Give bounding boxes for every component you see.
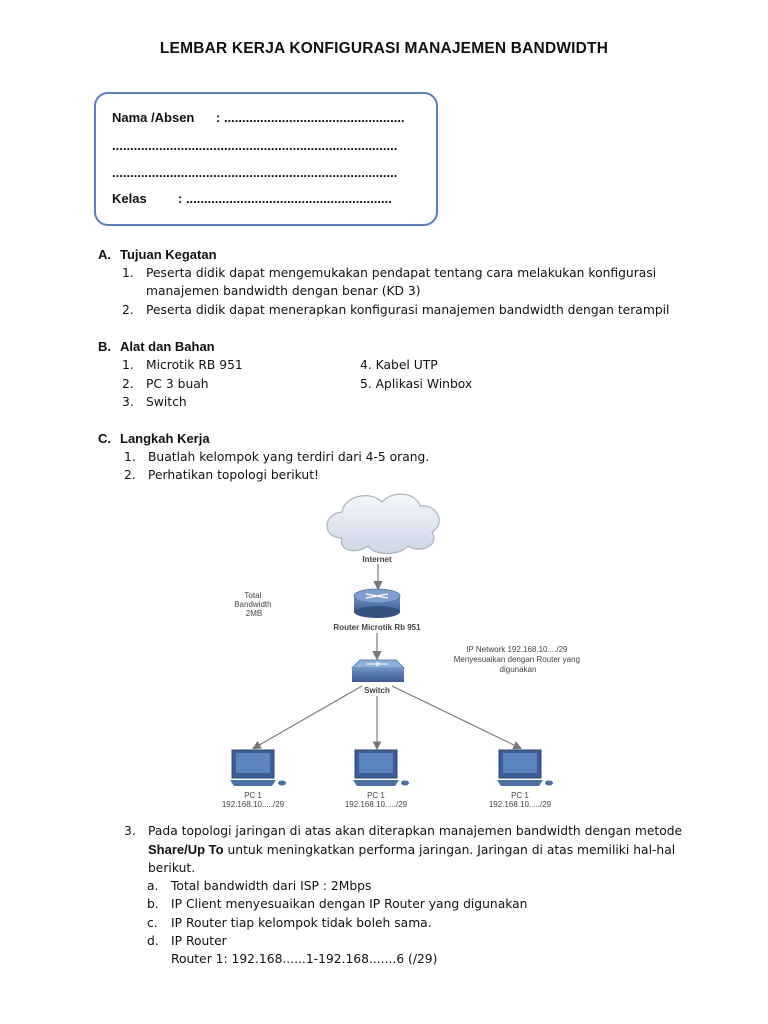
pc-3-name: PC 1 <box>511 791 529 800</box>
section-c-heading: C. Langkah Kerja <box>98 431 210 446</box>
step-3-line-3: berikut. <box>148 861 196 875</box>
nama-value: : .................................................. <box>216 110 405 125</box>
network-label: IP Network 192.168.10..../29 Menyesuaikan dengan Router yang digunakan <box>453 645 581 674</box>
list-item: 4. Kabel UTP <box>360 358 438 372</box>
router-ip-range: Router 1: 192.168......1-192.168.......6 (/29) <box>171 952 438 966</box>
pc-3-icon <box>497 750 553 786</box>
list-item: 5. Aplikasi Winbox <box>360 377 473 391</box>
dots-line-2: ............................................................................... <box>112 165 398 180</box>
step-2: 2. Perhatikan topologi berikut! <box>124 468 319 482</box>
section-a-heading <box>98 247 217 262</box>
router-label: Router Microtik Rb 951 <box>333 623 421 632</box>
step-3-line-2: Share/Up To untuk meningkatkan performa jaringan. Jaringan di atas memiliki hal-hal <box>148 842 676 857</box>
list-item: 2. PC 3 buah <box>122 377 209 391</box>
sub-item: c. IP Router tiap kelompok tidak boleh sama. <box>147 916 432 930</box>
pc-2-icon <box>353 750 409 786</box>
pc-2-name: PC 1 <box>367 791 385 800</box>
list-item: 1. Peserta didik dapat mengemukakan pendapat tentang cara melakukan konfigurasi <box>122 266 657 280</box>
link-switch-pc3 <box>392 686 520 748</box>
list-item: 2. Peserta didik dapat menerapkan konfigurasi manajemen bandwidth dengan terampil <box>122 303 670 317</box>
section-a-letter: A. <box>98 247 111 262</box>
link-switch-pc1 <box>254 686 362 748</box>
sub-item: a. Total bandwidth dari ISP : 2Mbps <box>147 879 372 893</box>
kelas-field[interactable] <box>112 191 432 206</box>
router-icon <box>354 589 400 618</box>
page-title: LEMBAR KERJA KONFIGURASI MANAJEMEN BANDWIDTH <box>159 40 609 57</box>
pc-1-name: PC 1 <box>244 791 262 800</box>
nama-absen-field[interactable] <box>112 110 432 125</box>
kelas-value: : ......................................................... <box>178 191 392 206</box>
sub-item: d. IP Router <box>147 934 227 948</box>
nama-label: Nama /Absen <box>112 110 195 125</box>
bandwidth-label: Total Bandwidth 2MB <box>234 591 272 618</box>
pc-1-icon <box>230 750 286 786</box>
kelas-label: Kelas <box>112 191 147 206</box>
section-a-title: Tujuan Kegatan <box>120 247 217 262</box>
list-item-continuation: manajemen bandwidth dengan benar (KD 3) <box>146 284 421 298</box>
switch-label: Switch <box>364 686 390 695</box>
section-b-heading: B. Alat dan Bahan <box>98 339 215 354</box>
pc-1-ip: 192.168.10...../29 <box>221 800 285 809</box>
list-item: 1. Microtik RB 951 <box>122 358 243 372</box>
pc-3-ip: 192.168.10...../29 <box>488 800 552 809</box>
pc-2-ip: 192.168.10...../29 <box>344 800 408 809</box>
step-3: 3. Pada topologi jaringan di atas akan diterapkan manajemen bandwidth dengan metode <box>124 824 683 838</box>
dots-line-1: ............................................................................... <box>112 138 398 153</box>
method-name: Share/Up To <box>148 842 224 857</box>
list-item: 3. Switch <box>122 395 187 409</box>
network-topology-diagram <box>210 490 610 815</box>
internet-label: Internet <box>362 555 392 564</box>
switch-icon <box>352 660 404 682</box>
step-1: 1. Buatlah kelompok yang terdiri dari 4-5 orang. <box>124 450 430 464</box>
sub-item: b. IP Client menyesuaikan dengan IP Router yang digunakan <box>147 897 528 911</box>
internet-cloud-icon <box>327 494 439 553</box>
